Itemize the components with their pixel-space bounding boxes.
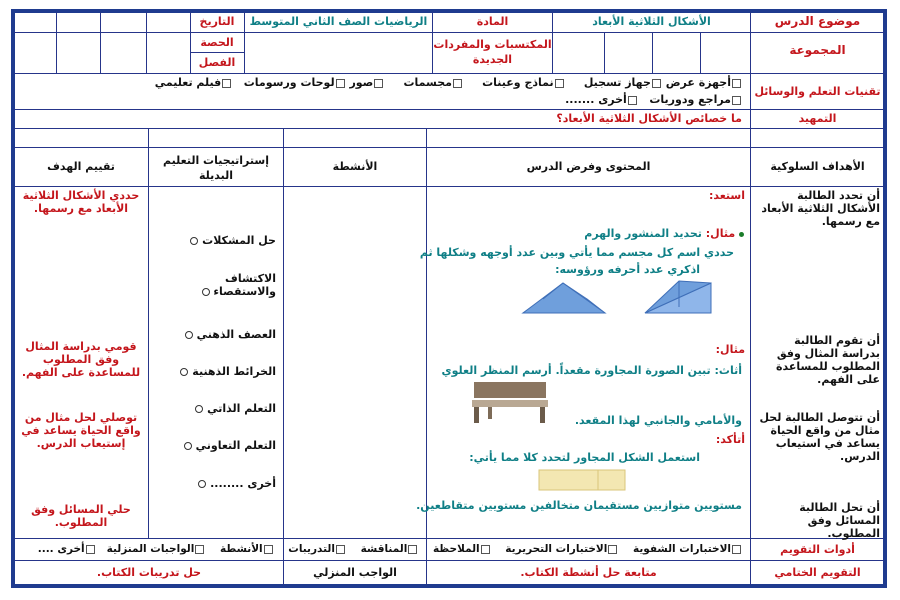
- checkbox-icon[interactable]: [608, 545, 617, 554]
- grid-line: [190, 52, 244, 53]
- technique-item[interactable]: فيلم تعليمي: [155, 76, 232, 89]
- circle-bullet-icon: [202, 288, 210, 296]
- grid-line: [14, 147, 884, 148]
- evaluation-item: قومي بدراسة المثال وفق المطلوب للمساعدة على الفهم.: [21, 340, 141, 379]
- grid-line: [14, 109, 884, 110]
- technique-item[interactable]: مراجع ودوريات: [649, 93, 742, 106]
- grid-line: [100, 12, 101, 73]
- example1-text-b: اذكري عدد أحرفه ورؤوسه:: [555, 263, 700, 276]
- example2-text: أثاث: تبين الصورة المجاورة مقعداً. أرسم المنظر العلوي: [441, 364, 742, 377]
- checkbox-icon[interactable]: [732, 96, 741, 105]
- objective-item: أن تتوصل الطالبة لحل مثال من واقع الحياة يساعد في استيعاب الدرس.: [759, 411, 880, 463]
- subject-label: المادة: [476, 15, 509, 28]
- grid-line: [14, 560, 884, 561]
- grid-line: [14, 73, 884, 74]
- bench-leg: [540, 407, 545, 423]
- vocab-label: المكتسبات والمفردات الجديدة: [433, 38, 552, 66]
- checkbox-icon[interactable]: [408, 545, 417, 554]
- grid-line: [14, 186, 884, 187]
- planes-text: مستويين متوازيين مستقيمان متخالفين مستويين متقاطعين.: [416, 499, 742, 512]
- techniques-label: تقنيات التعلم والوسائل: [754, 85, 881, 98]
- example2-text-b: والأمامي والجانبي لهذا المقعد.: [574, 414, 742, 427]
- final-value: متابعة حل أنشطة الكتاب.: [520, 566, 657, 579]
- checkbox-icon[interactable]: [86, 545, 95, 554]
- checkbox-icon[interactable]: [652, 79, 661, 88]
- assessment-item[interactable]: الملاحظة: [433, 543, 491, 555]
- grid-line: [14, 538, 884, 539]
- grid-line: [652, 32, 653, 73]
- example2-label: مثال:: [715, 343, 745, 356]
- technique-item[interactable]: نماذج وعينات: [482, 76, 565, 89]
- homework-value: حل تدريبات الكتاب.: [96, 566, 202, 579]
- strategy-item: التعلم التعاوني: [184, 439, 276, 452]
- example1-text-a: حددي اسم كل مجسم مما يأتي وبين عدد أوجهه وشكلها ثم: [419, 246, 734, 259]
- intro-question: ما خصائص الأشكال الثلاثية الأبعاد؟: [556, 112, 742, 125]
- date-label: التاريخ: [199, 15, 235, 28]
- strategy-item: الخرائط الذهنية: [180, 365, 276, 378]
- strategy-item: حل المشكلات: [190, 234, 276, 247]
- grid-line: [283, 128, 284, 585]
- strategy-item: التعلم الذاتي: [195, 402, 276, 415]
- technique-item[interactable]: صور: [349, 76, 384, 89]
- objectives-header: الأهداف السلوكية: [770, 160, 865, 173]
- topic-label: موضوع الدرس: [774, 14, 861, 28]
- objective-item: أن تحل الطالبة المسائل وفق المطلوب.: [799, 501, 880, 540]
- grid-line: [700, 32, 701, 73]
- assessment-item[interactable]: الأنشطة: [220, 543, 274, 555]
- checkbox-icon[interactable]: [628, 96, 637, 105]
- homework-label: الواجب المنزلي: [313, 566, 397, 579]
- confirm-text: استعمل الشكل المجاور لتحدد كلا مما يأتي:: [469, 451, 700, 464]
- strategy-item: الاكتشاف والاستقصاء: [186, 272, 276, 298]
- pyramid-face: [523, 283, 605, 313]
- objective-item: أن تحدد الطالبة الأشكال الثلاثية الأبعاد مع رسمها.: [761, 189, 880, 228]
- assessment-item[interactable]: الواجبات المنزلية: [107, 543, 206, 555]
- final-label: التقويم الختامي: [774, 566, 861, 579]
- example1-line: مثال: تحديد المنشور والهرم: [584, 227, 744, 240]
- subject-value: الرياضيات الصف الثاني المتوسط: [249, 15, 428, 28]
- group-label: المجموعة: [789, 43, 846, 57]
- grid-line: [604, 32, 605, 73]
- circle-bullet-icon: [180, 368, 188, 376]
- planes-shape: [538, 467, 628, 495]
- checkbox-icon[interactable]: [264, 545, 273, 554]
- techniques-row-2: [442, 93, 742, 106]
- checkbox-icon[interactable]: [732, 79, 741, 88]
- assessment-item[interactable]: المناقشة: [361, 543, 419, 555]
- checkbox-icon[interactable]: [732, 545, 741, 554]
- grid-line: [426, 128, 427, 585]
- evaluation-item: حددي الأشكال الثلاثية الأبعاد مع رسمها.: [22, 189, 140, 215]
- intro-label: التمهيد: [798, 112, 837, 125]
- strategies-header: إستراتيجيات التعليم البديلة: [163, 154, 269, 182]
- assessment-item[interactable]: الاختبارات التحريرية: [505, 543, 618, 555]
- checkbox-icon[interactable]: [481, 545, 490, 554]
- solid-shapes: [505, 277, 725, 327]
- bench-leg: [488, 407, 492, 419]
- technique-item[interactable]: مجسمات: [403, 76, 463, 89]
- techniques-row-1: [142, 76, 742, 89]
- grid-line: [56, 12, 57, 73]
- period-label: الحصة: [200, 36, 234, 49]
- circle-bullet-icon: [185, 331, 193, 339]
- bench-back: [474, 382, 546, 398]
- checkbox-icon[interactable]: [453, 79, 462, 88]
- checkbox-icon[interactable]: [336, 79, 345, 88]
- bench-leg: [474, 407, 479, 423]
- checkbox-icon[interactable]: [195, 545, 204, 554]
- evaluation-header: تقييم الهدف: [47, 160, 115, 173]
- grid-line: [146, 12, 147, 73]
- circle-bullet-icon: [190, 237, 198, 245]
- checkbox-icon[interactable]: [222, 79, 231, 88]
- bench-seat: [472, 400, 548, 407]
- confirm-label: أتأكد:: [715, 433, 745, 446]
- circle-bullet-icon: [198, 480, 206, 488]
- grid-line: [148, 128, 149, 538]
- objective-item: أن تقوم الطالبة بدراسة المثال وفق المطلوب للمساعدة على الفهم.: [776, 334, 880, 386]
- circle-bullet-icon: [184, 442, 192, 450]
- circle-bullet-icon: [195, 405, 203, 413]
- recall-label: استعد:: [708, 189, 745, 202]
- technique-item[interactable]: أخرى .......: [565, 93, 638, 106]
- technique-item[interactable]: جهاز تسجيل: [584, 76, 662, 89]
- grid-line: [14, 128, 884, 129]
- bench-image: [468, 380, 553, 425]
- class-label: الفصل: [198, 56, 236, 69]
- strategy-item: أخرى ........: [198, 477, 276, 490]
- technique-item[interactable]: لوحات ورسومات: [244, 76, 346, 89]
- checkbox-icon[interactable]: [555, 79, 564, 88]
- checkbox-icon[interactable]: [336, 545, 345, 554]
- grid-line: [14, 32, 884, 33]
- assessment-item[interactable]: أخرى ....: [38, 543, 96, 555]
- assessment-label: أدوات التقويم: [780, 543, 855, 556]
- activities-header: الأنشطة: [332, 160, 378, 173]
- checkbox-icon[interactable]: [374, 79, 383, 88]
- topic-value: الأشكال الثلاثية الأبعاد: [592, 15, 711, 28]
- evaluation-item: حلي المسائل وفق المطلوب.: [31, 503, 131, 529]
- content-header: المحتوى وفرض الدرس: [526, 160, 651, 173]
- assessment-item[interactable]: الاختبارات الشفوية: [633, 543, 742, 555]
- box-shape: [539, 470, 625, 490]
- strategy-item: العصف الذهني: [185, 328, 276, 341]
- assessment-item[interactable]: التدريبات: [288, 543, 346, 555]
- bullet-icon: [739, 232, 744, 237]
- evaluation-item: توصلي لحل مثال من واقع الحياة يساعد في إستيعاب الدرس.: [21, 411, 141, 450]
- assessment-items: [22, 543, 742, 556]
- technique-item[interactable]: أجهزة عرض: [666, 76, 742, 89]
